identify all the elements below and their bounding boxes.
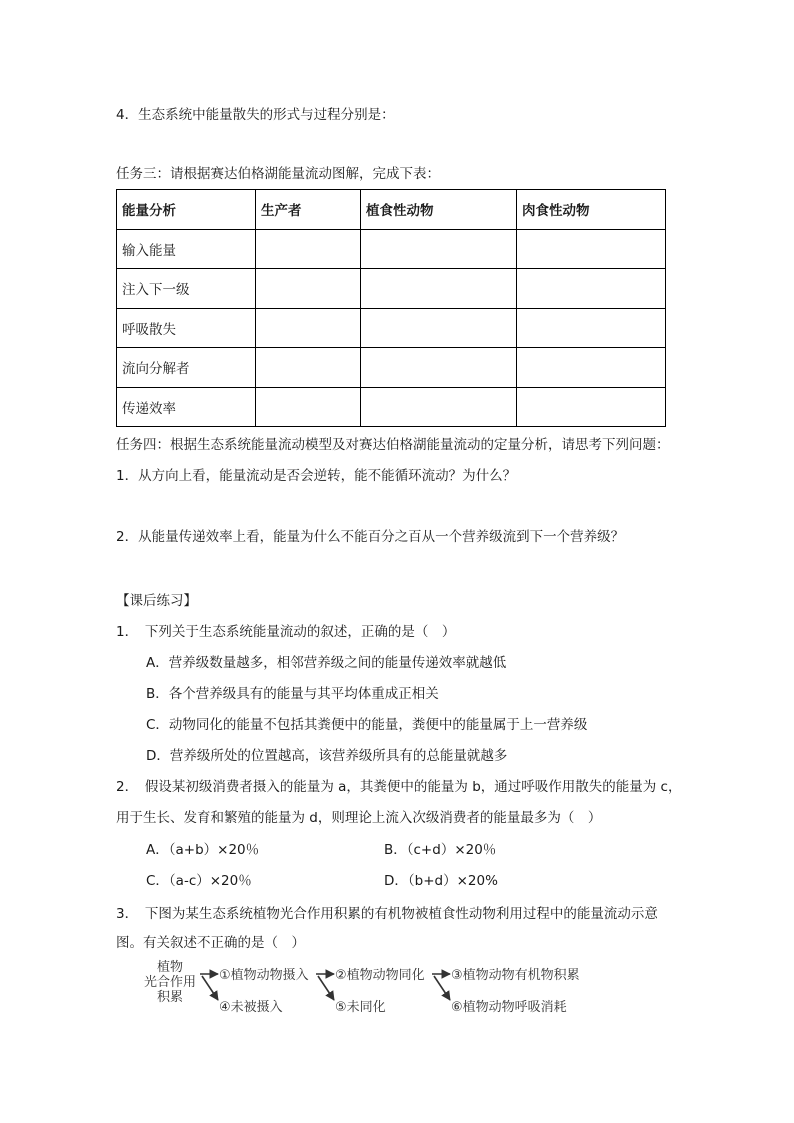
node-respiration-loss: ⑥植物动物呼吸消耗 [451, 1000, 567, 1015]
row-label: 呼吸散失 [117, 308, 256, 348]
blank-cell[interactable] [361, 229, 517, 269]
blank-cell[interactable] [517, 269, 666, 309]
task-4-question-2: 2．从能量传递效率上看，能量为什么不能百分之百从一个营养级流到下一个营养级？ [116, 529, 625, 545]
practice-1-option-b[interactable]: B．各个营养级具有的能量与其平均体重成正相关 [146, 686, 439, 702]
table-header: 生产者 [256, 190, 361, 230]
blank-cell[interactable] [256, 308, 361, 348]
practice-2-stem-line-1: 2． 假设某初级消费者摄入的能量为 a，其粪便中的能量为 b，通过呼吸作用散失的能量为 c， [116, 779, 682, 795]
energy-flow-diagram [140, 958, 600, 1020]
blank-cell[interactable] [361, 308, 517, 348]
practice-1-option-c[interactable]: C．动物同化的能量不包括其粪便中的能量，粪便中的能量属于上一营养级 [146, 717, 588, 733]
table-header: 植食性动物 [361, 190, 517, 230]
node-not-ingested: ④未被摄入 [219, 1000, 283, 1015]
source-label-line-1: 植物 [156, 960, 184, 975]
blank-cell[interactable] [517, 229, 666, 269]
blank-cell[interactable] [517, 348, 666, 388]
practice-2-option-b[interactable]: B．（c+d）×20％ [384, 842, 497, 858]
practice-3-stem-line-2: 图。有关叙述不正确的是（ ） [116, 935, 305, 951]
row-label: 传递效率 [117, 387, 256, 427]
row-label: 流向分解者 [117, 348, 256, 388]
row-label: 注入下一级 [117, 269, 256, 309]
practice-3-stem-line-1: 3． 下图为某生态系统植物光合作用积累的有机物被植食性动物利用过程中的能量流动示意 [116, 906, 658, 922]
arrow-to-n4 [202, 976, 218, 1000]
task-3-heading: 任务三：请根据赛达伯格湖能量流动图解，完成下表： [116, 166, 440, 182]
question-4: 4．生态系统中能量散失的形式与过程分别是： [116, 107, 395, 123]
source-label-line-3: 积累 [156, 990, 184, 1005]
arrow-to-n6 [434, 976, 450, 1000]
blank-cell[interactable] [256, 229, 361, 269]
table-row [117, 269, 666, 309]
node-not-assimilated: ⑤未同化 [335, 1000, 386, 1015]
blank-cell[interactable] [361, 348, 517, 388]
blank-cell[interactable] [517, 387, 666, 427]
blank-cell[interactable] [361, 387, 517, 427]
node-organic-accumulation: ③植物动物有机物积累 [451, 968, 580, 983]
practice-2-option-c[interactable]: C．（a-c）×20％ [146, 873, 252, 889]
practice-1-option-a[interactable]: A．营养级数量越多，相邻营养级之间的能量传递效率就越低 [146, 655, 507, 671]
table-header: 肉食性动物 [517, 190, 666, 230]
practice-2-option-a[interactable]: A．（a+b）×20％ [146, 842, 260, 858]
practice-2-stem-line-2: 用于生长、发育和繁殖的能量为 d，则理论上流入次级消费者的能量最多为（ ） [116, 810, 602, 826]
row-label: 输入能量 [117, 229, 256, 269]
table-header: 能量分析 [117, 190, 256, 230]
table-header-row [117, 190, 666, 230]
task-4-question-1: 1．从方向上看，能量流动是否会逆转，能不能循环流动？为什么？ [116, 468, 517, 484]
task-4-heading: 任务四：根据生态系统能量流动模型及对赛达伯格湖能量流动的定量分析，请思考下列问题： [116, 437, 670, 453]
blank-cell[interactable] [256, 348, 361, 388]
node-ingested: ①植物动物摄入 [219, 968, 309, 983]
table-row [117, 308, 666, 348]
blank-cell[interactable] [361, 269, 517, 309]
blank-cell[interactable] [256, 387, 361, 427]
arrow-to-n5 [318, 976, 334, 1000]
node-assimilated: ②植物动物同化 [335, 968, 425, 983]
practice-1-stem: 1． 下列关于生态系统能量流动的叙述，正确的是（ ） [116, 624, 456, 640]
table-row [117, 348, 666, 388]
blank-cell[interactable] [256, 269, 361, 309]
practice-1-option-d[interactable]: D．营养级所处的位置越高，该营养级所具有的总能量就越多 [146, 748, 508, 764]
table-row [117, 387, 666, 427]
practice-title: 【课后练习】 [116, 593, 197, 609]
practice-2-option-d[interactable]: D．（b+d）×20% [384, 873, 498, 889]
source-label-line-2: 光合作用 [143, 975, 197, 990]
energy-analysis-table [116, 189, 666, 427]
table-row [117, 229, 666, 269]
blank-cell[interactable] [517, 308, 666, 348]
